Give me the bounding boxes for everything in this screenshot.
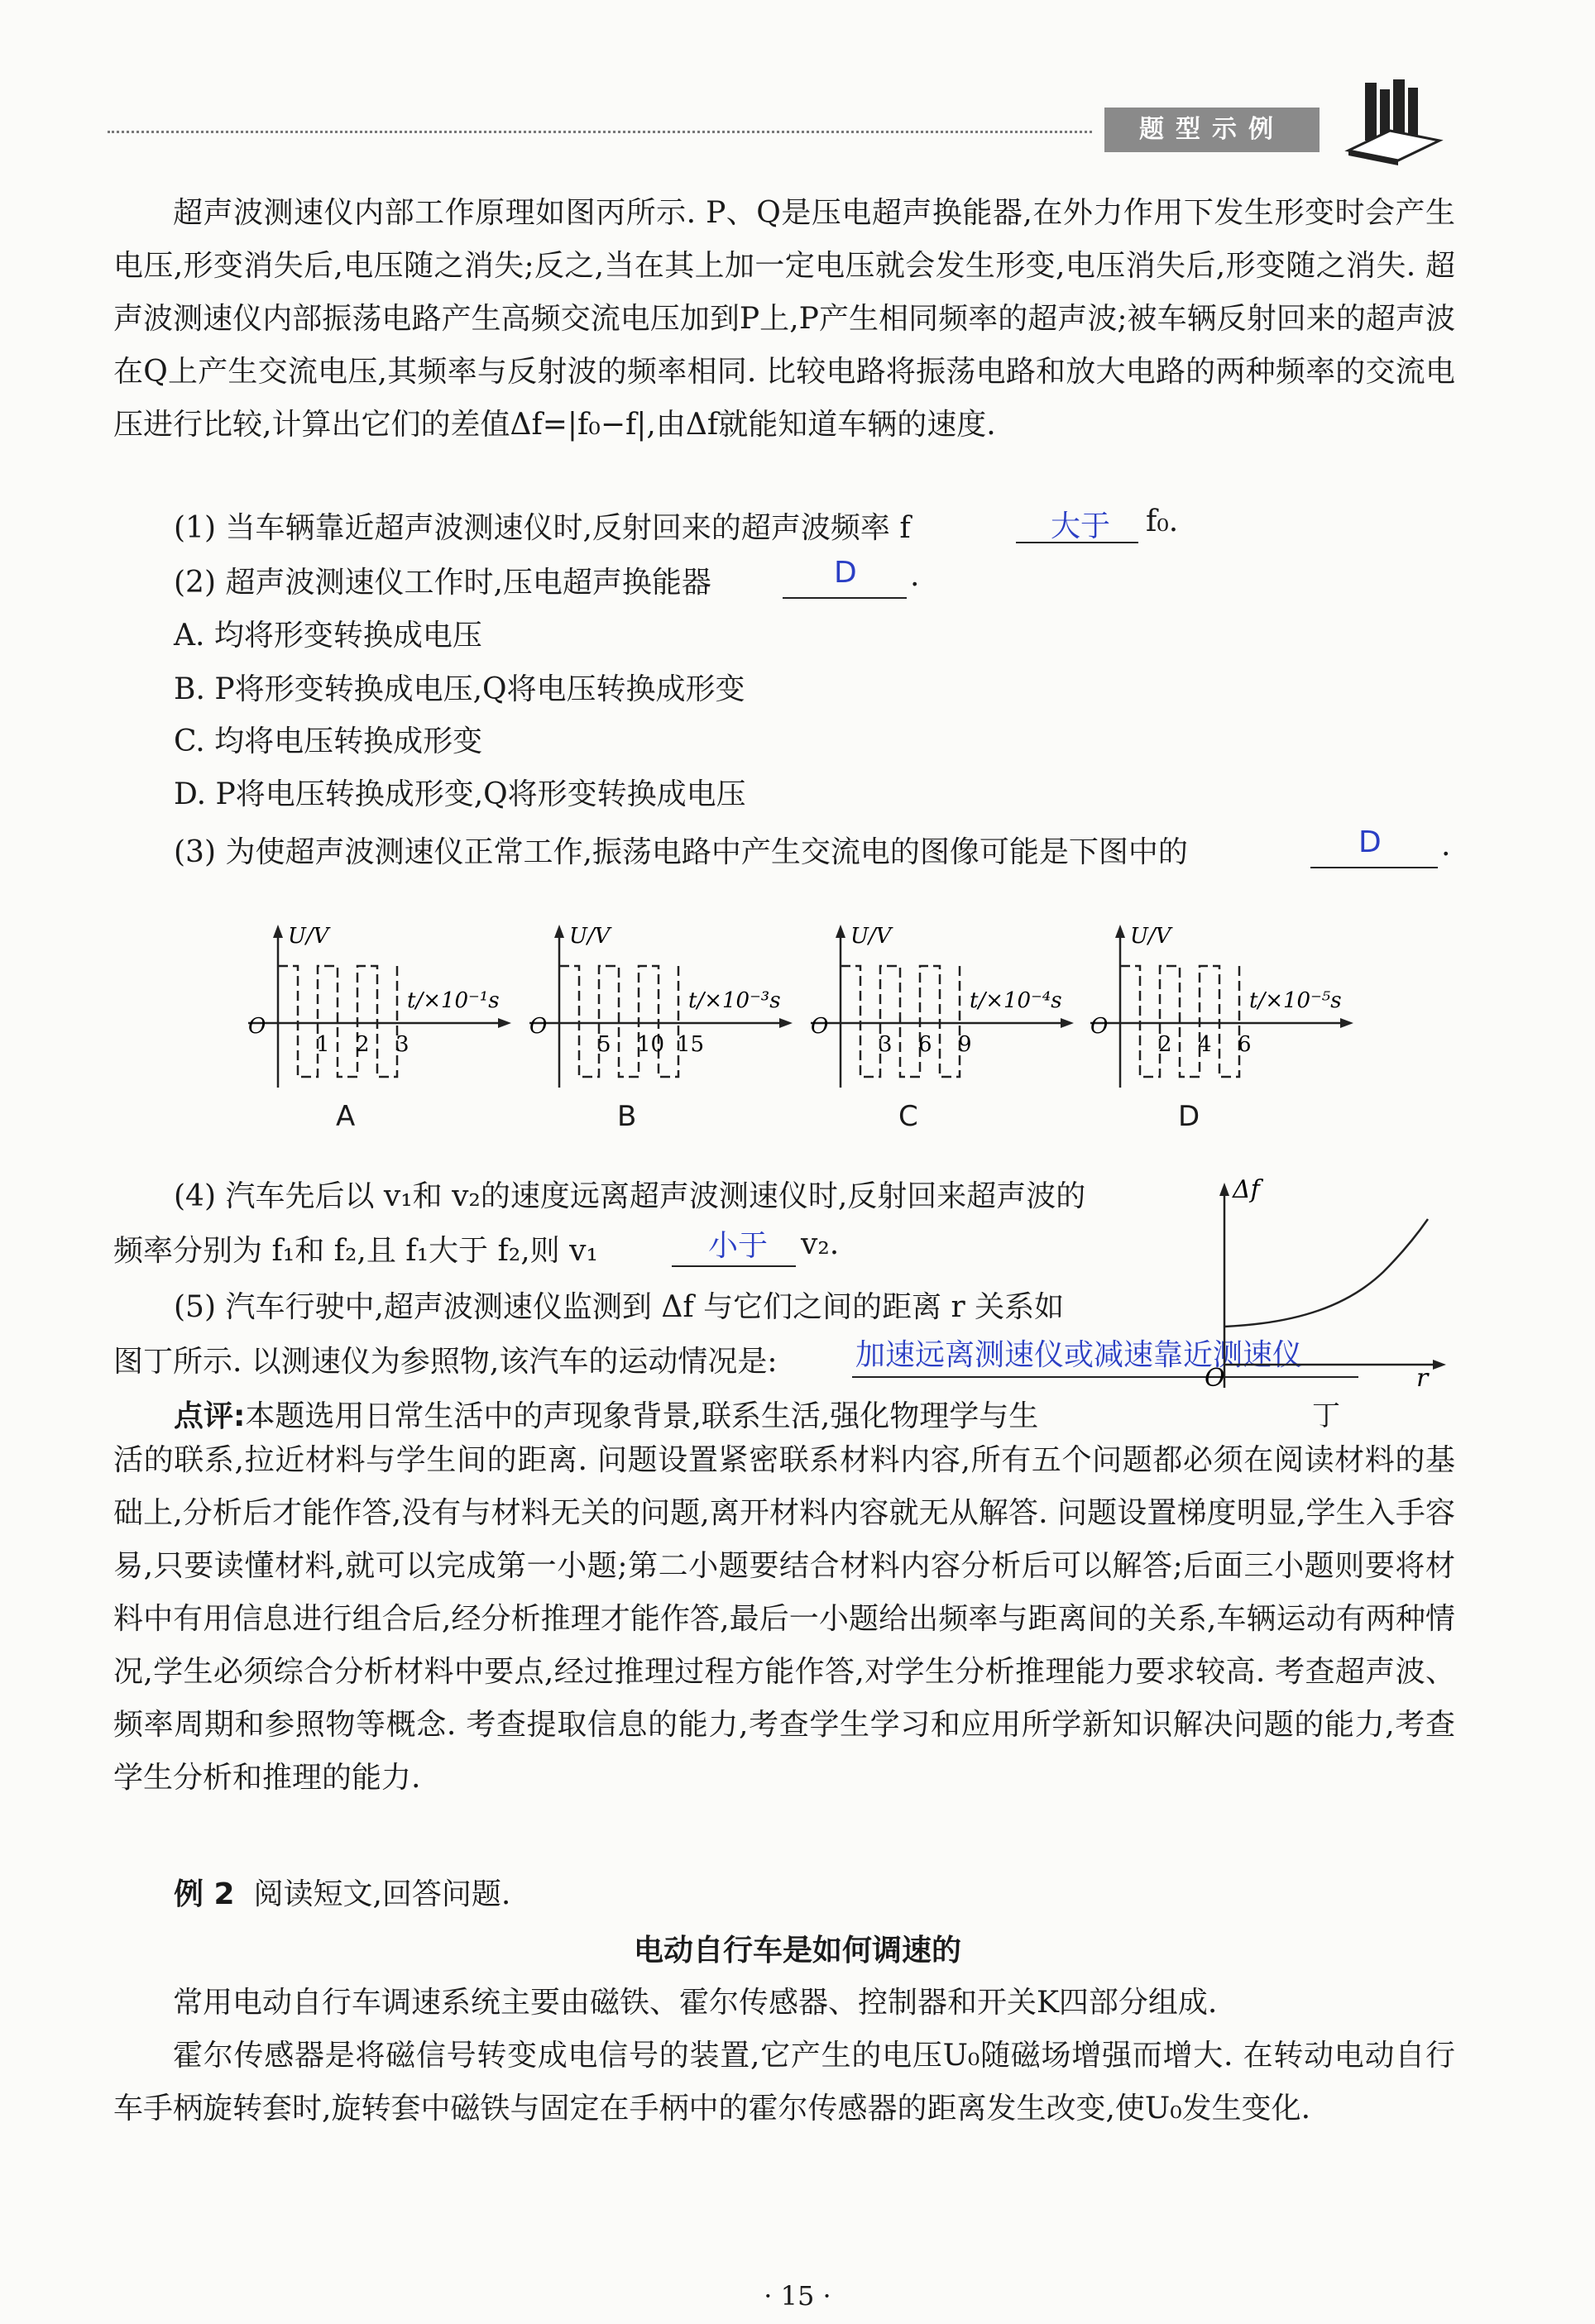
q5-line1: (5) 汽车行驶中,超声波测速仪监测到 Δf 与它们之间的距离 r 关系如 — [174, 1290, 1065, 1324]
q4-line2: 频率分别为 f₁和 f₂,且 f₁大于 f₂,则 v₁ — [113, 1234, 598, 1268]
q4-answer: 小于 — [708, 1229, 769, 1263]
graph-caption-d: D — [1178, 1100, 1200, 1133]
q4-line1: (4) 汽车先后以 v₁和 v₂的速度远离超声波测速仪时,反射回来超声波的 — [174, 1179, 1086, 1213]
q3-blank[interactable] — [1310, 867, 1438, 868]
q1-text: (1) 当车辆靠近超声波测速仪时,反射回来的超声波频率 f — [174, 511, 911, 545]
graph-tick-label: 2 — [356, 1032, 370, 1057]
example2-heading — [174, 1871, 510, 1913]
graph-y-arrow — [836, 925, 845, 938]
graph-tick-label: 2 — [1158, 1032, 1172, 1057]
graph-d — [1090, 918, 1363, 1100]
graph-origin: O — [248, 1014, 266, 1039]
q2-answer: D — [834, 556, 857, 590]
q5-line2: 图丁所示. 以测速仪为参照物,该汽车的运动情况是: — [113, 1345, 778, 1379]
graph-tick-label: 1 — [316, 1032, 330, 1057]
q2-blank[interactable] — [783, 597, 907, 599]
square-wave — [278, 966, 397, 1077]
graph-tick-label: 3 — [395, 1032, 410, 1057]
comment-body: 活的联系,拉近材料与学生间的距离. 问题设置紧密联系材料内容,所有五个问题都必须在阅读材料的基础上,分析后才能作答,没有与材料无关的问题,离开材料内容就无从解答. 问题设置梯度明显,学生入手容易,只要读懂材料,就可以完成第一小题;第二小题要结合材料内容分析后可以解答;后面三小题则要将材料中有用信息进行组合后,经分析推理才能作答,最后一小题给出频率与距离间的关系,车辆运动有两种情况,学生必须综合分析材料中要点,经过推理过程方能作答,对学生分析推理能力要求较高. 考查超声波、频率周期和参照物等概念. 考查提取信息的能力,考查学生学习和应用所学新知识解决问题的能力,考查学生分析和推理的能力. — [113, 1443, 1455, 1795]
article-p2: 霍尔传感器是将磁信号转变成电信号的装置,它产生的电压U₀随磁场增强而增大. 在转动电动自行车手柄旋转套时,旋转套中磁铁与固定在手柄中的霍尔传感器的距离发生改变,使U₀发生变化. — [113, 2039, 1455, 2126]
ding-caption: 丁 — [1312, 1399, 1340, 1432]
square-wave — [841, 966, 960, 1077]
q2-option-a: A. 均将形变转换成电压 — [174, 619, 482, 653]
example2-text: 阅读短文,回答问题. — [253, 1877, 511, 1911]
graph-ylabel: U/V — [288, 924, 329, 949]
graph-x-arrow — [1061, 1018, 1074, 1028]
comment-first-line — [174, 1393, 1038, 1435]
graph-x-arrow — [779, 1018, 793, 1028]
q2-option-d: D. P将电压转换成形变,Q将形变转换成电压 — [174, 777, 746, 811]
ding-curve — [1224, 1219, 1428, 1327]
graph-tick-label: 4 — [1198, 1032, 1212, 1057]
square-wave — [559, 966, 678, 1077]
graph-origin: O — [811, 1014, 829, 1039]
ding-y-arrow — [1219, 1183, 1229, 1196]
graph-origin: O — [529, 1014, 548, 1039]
graph-caption-a: A — [336, 1100, 356, 1133]
graph-xlabel: t/×10⁻³s — [688, 988, 781, 1013]
graph-tick-label: 15 — [677, 1032, 705, 1057]
q5-answer: 加速远离测速仪或减速靠近测速仪 — [855, 1338, 1303, 1372]
q2-after: . — [910, 559, 920, 593]
graph-y-arrow — [1115, 925, 1125, 938]
graph-y-arrow — [273, 925, 283, 938]
ding-x-arrow — [1433, 1360, 1446, 1370]
graph-x-arrow — [498, 1018, 511, 1028]
q1-answer: 大于 — [1051, 509, 1111, 543]
example2-label: 例 2 — [174, 1877, 235, 1911]
q4-blank[interactable] — [672, 1265, 796, 1267]
ding-xlabel: r — [1416, 1364, 1429, 1393]
graph-ylabel: U/V — [850, 924, 892, 949]
graph-ylabel: U/V — [1130, 924, 1171, 949]
section-tag: 题型示例 — [1104, 108, 1320, 152]
graph-xlabel: t/×10⁻⁵s — [1249, 988, 1342, 1013]
q3-after: . — [1441, 829, 1451, 863]
comment-first: 本题选用日常生活中的声现象背景,联系生活,强化物理学与生 — [245, 1399, 1039, 1433]
graph-tick-label: 3 — [879, 1032, 893, 1057]
graph-origin: O — [1090, 1014, 1109, 1039]
graph-a — [248, 918, 521, 1100]
graph-tick-label: 6 — [918, 1032, 932, 1057]
ding-ylabel: Δf — [1233, 1175, 1260, 1204]
graph-b — [529, 918, 802, 1100]
graph-y-arrow — [554, 925, 564, 938]
graph-ylabel: U/V — [569, 924, 611, 949]
graph-x-arrow — [1340, 1018, 1353, 1028]
q2-option-c: C. 均将电压转换成形变 — [174, 724, 483, 758]
graph-c — [811, 918, 1084, 1100]
q4-after: v₂. — [801, 1227, 840, 1261]
graph-caption-b: B — [617, 1100, 637, 1133]
graph-caption-c: C — [898, 1100, 918, 1133]
graph-tick-label: 10 — [637, 1032, 665, 1057]
article-p1: 常用电动自行车调速系统主要由磁铁、霍尔传感器、控制器和开关K四部分组成. — [173, 1986, 1218, 2020]
graph-xlabel: t/×10⁻¹s — [407, 988, 500, 1013]
q3-answer: D — [1358, 825, 1382, 859]
ding-origin: O — [1205, 1364, 1225, 1393]
graph-tick-label: 9 — [958, 1032, 972, 1057]
header-rule — [108, 131, 1092, 136]
page-number: · 15 · — [764, 2280, 831, 2312]
square-wave — [1120, 966, 1239, 1077]
comment-label: 点评: — [174, 1399, 246, 1433]
intro-paragraph: 超声波测速仪内部工作原理如图丙所示. P、Q是压电超声换能器,在外力作用下发生形变时会产生电压,形变消失后,电压随之消失;反之,当在其上加一定电压就会发生形变,电压消失后,形变随之消失. 超声波测速仪内部振荡电路产生高频交流电压加到P上,P产生相同频率的超声波;被车辆反射回来的超声波在Q上产生交流电压,其频率与反射波的频率相同. 比较电路将振荡电路和放大电路的两种频率的交流电压进行比较,计算出它们的差值Δf=|f₀−f|,由Δf就能知道车辆的速度. — [113, 196, 1455, 442]
q3-text: (3) 为使超声波测速仪正常工作,振荡电路中产生交流电的图像可能是下图中的 — [174, 835, 1188, 869]
graph-tick-label: 6 — [1238, 1032, 1252, 1057]
figure-ding — [1200, 1173, 1448, 1413]
graph-tick-label: 5 — [597, 1032, 611, 1057]
books-icon — [1340, 74, 1448, 165]
graph-xlabel: t/×10⁻⁴s — [970, 988, 1062, 1013]
article-title: 电动自行车是如何调速的 — [633, 1934, 961, 1968]
q1-after: f₀. — [1146, 504, 1179, 538]
q2-option-b: B. P将形变转换成电压,Q将电压转换成形变 — [174, 672, 745, 706]
q2-text: (2) 超声波测速仪工作时,压电超声换能器 — [174, 566, 711, 600]
